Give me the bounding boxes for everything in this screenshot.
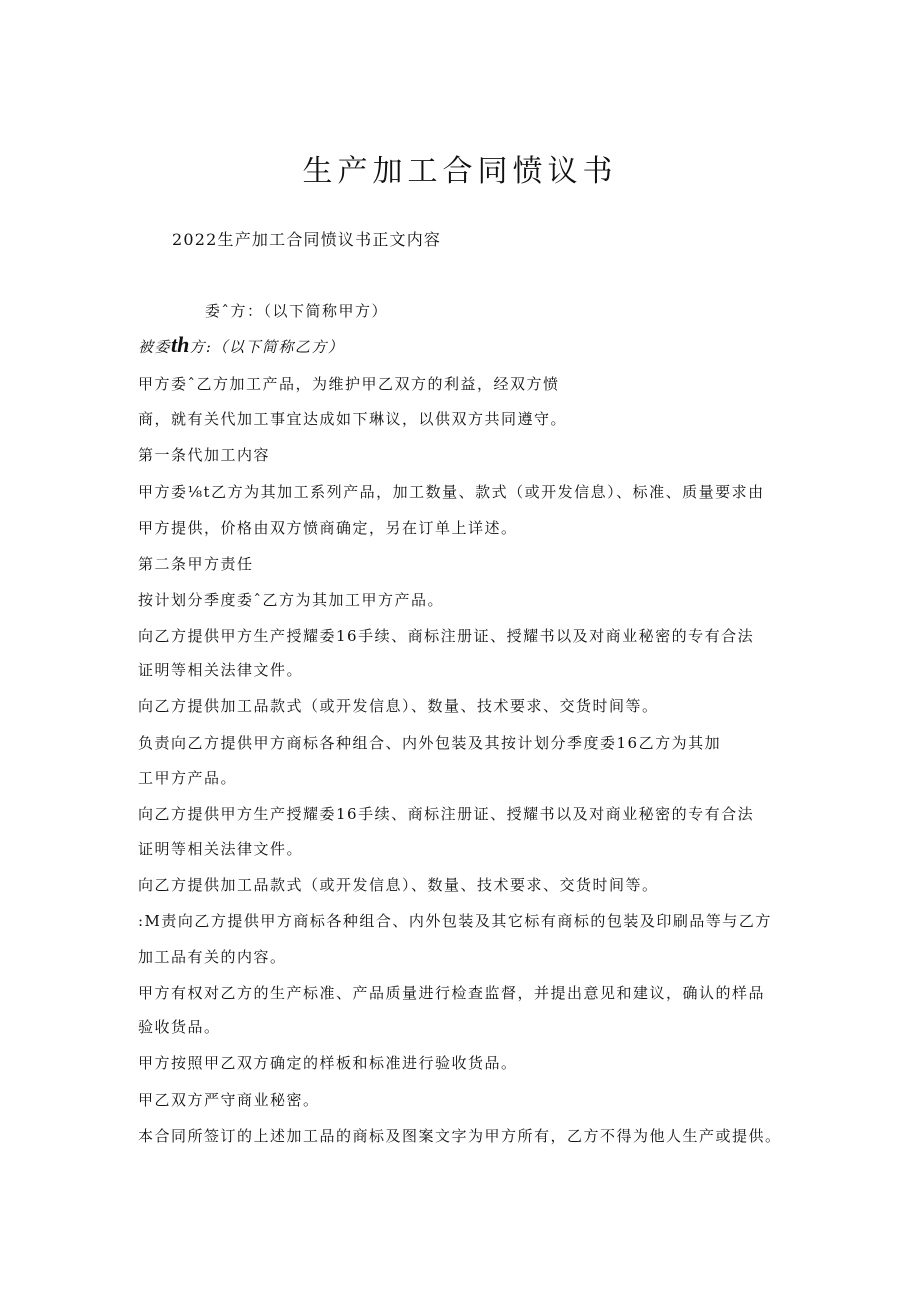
body-line: 加工品有关的内容。 <box>138 948 287 966</box>
party-b-suffix: 方:（以下简称乙方） <box>189 338 345 356</box>
body-line: 甲方委ˆ乙方加工产品，为维护甲乙双方的利益，经双方愤 <box>138 375 560 393</box>
body-line: 甲乙双方严守商业秘密。 <box>138 1091 320 1109</box>
document-subtitle: 2022生产加工合同愤议书正文内容 <box>172 230 442 249</box>
body-line: 向乙方提供甲方生产授耀委16手续、商标注册证、授耀书以及对商业秘密的专有合法 <box>138 627 755 645</box>
document-title: 生产加工合同愤议书 <box>302 154 618 189</box>
body-line: 甲方有权对乙方的生产标准、产品质量进行检查监督，并提出意见和建议，确认的样品 <box>138 984 766 1002</box>
body-line: 验收货品。 <box>138 1018 221 1036</box>
body-line: :M责向乙方提供甲方商标各种组合、内外包装及其它标有商标的包装及印刷品等与乙方 <box>138 912 772 930</box>
body-line: 证明等相关法律文件。 <box>138 840 304 858</box>
body-line: 证明等相关法律文件。 <box>138 661 304 679</box>
body-line: 甲方委⅛t乙方为其加工系列产品，加工数量、款式（或开发信息）、标准、质量要求由 <box>138 483 765 501</box>
party-b-line <box>138 334 788 358</box>
section-heading: 第二条甲方责任 <box>138 555 254 573</box>
body-line: 工甲方产品。 <box>138 769 238 787</box>
body-line: 向乙方提供加工品款式（或开发信息）、数量、技术要求、交货时间等。 <box>138 697 659 715</box>
party-a-line: 委ˆ方：（以下简称甲方） <box>205 302 389 320</box>
body-line: 甲方提供，价格由双方愤商确定，另在订单上详述。 <box>138 519 518 537</box>
party-b-prefix: 被委 <box>138 338 172 356</box>
body-line: 本合同所签订的上述加工品的商标及图案文字为甲方所有，乙方不得为他人生产或提供。 <box>138 1127 782 1145</box>
body-line: 向乙方提供甲方生产授耀委16手续、商标注册证、授耀书以及对商业秘密的专有合法 <box>138 805 755 823</box>
body-line: 负责向乙方提供甲方商标各种组合、内外包装及其按计划分季度委16乙方为其加 <box>138 734 722 752</box>
body-line: 按计划分季度委ˆ乙方为其加工甲方产品。 <box>138 591 445 609</box>
section-heading: 第一条代加工内容 <box>138 446 271 464</box>
body-line: 商，就有关代加工事宜达成如下琳议，以供双方共同遵守。 <box>138 410 568 428</box>
party-b-mark: th <box>171 332 190 357</box>
body-line: 向乙方提供加工品款式（或开发信息）、数量、技术要求、交货时间等。 <box>138 876 659 894</box>
body-line: 甲方按照甲乙双方确定的样板和标准进行验收货品。 <box>138 1054 518 1072</box>
